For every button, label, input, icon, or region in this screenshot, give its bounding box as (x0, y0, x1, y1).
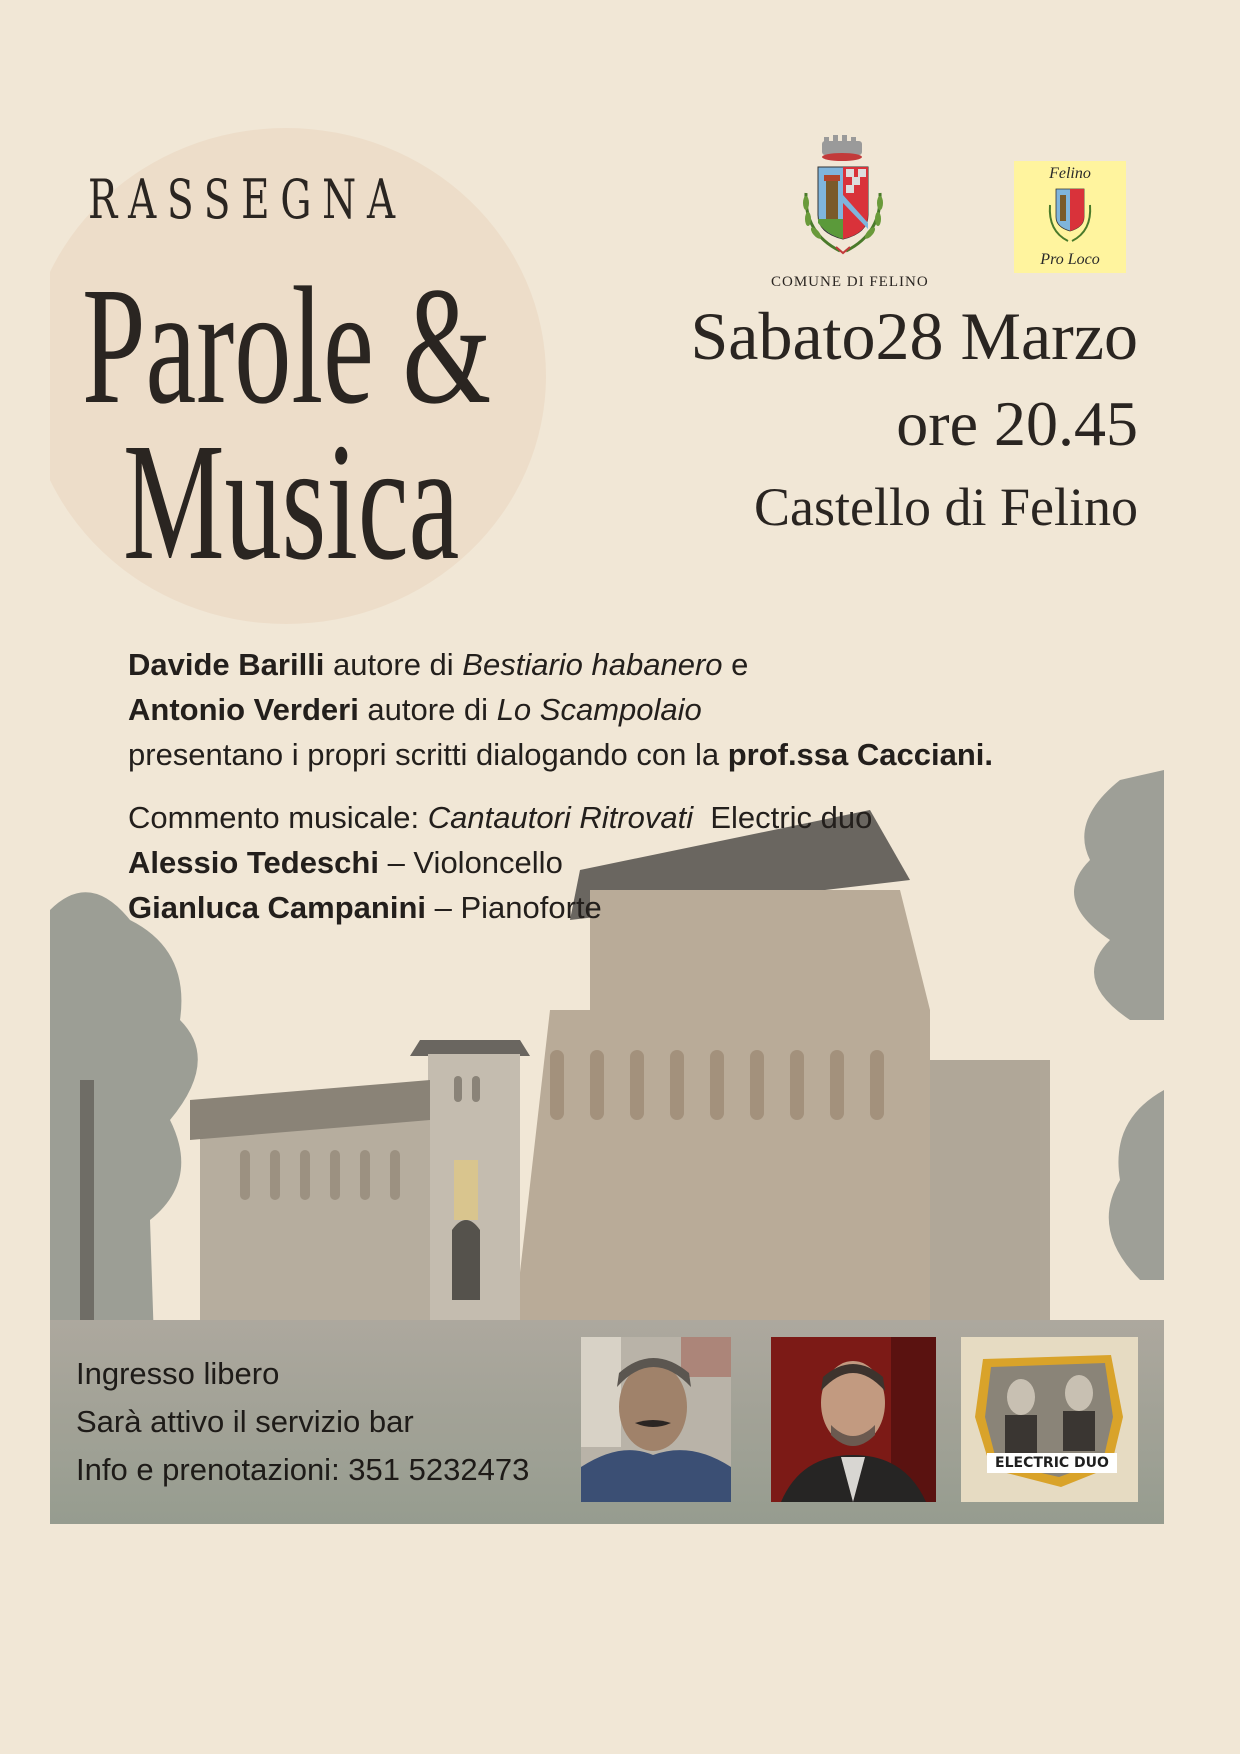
series-label: RASSEGNA (88, 168, 406, 231)
coat-of-arms-icon (770, 133, 910, 273)
music-project-title: Cantautori Ritrovati (427, 800, 694, 835)
performer-role: – Violoncello (378, 845, 563, 880)
event-date: Sabato28 Marzo (690, 298, 1138, 374)
comune-logo (770, 133, 910, 293)
performer-1 (128, 840, 1128, 885)
speaker-name: Antonio Verderi (128, 692, 359, 727)
proloco-logo (1014, 161, 1126, 273)
portrait-davide-barilli (581, 1337, 731, 1502)
event-time: ore 20.45 (896, 388, 1138, 459)
info-booking: Info e prenotazioni: 351 5232473 (76, 1452, 530, 1487)
book-title: Bestiario habanero (462, 647, 723, 682)
music-commentary: Commento musicale: Cantautori Ritrovati Electric duo (128, 800, 873, 835)
portrait-antonio-verderi (771, 1337, 936, 1502)
performer-name: Alessio Tedeschi (128, 845, 379, 880)
info-entry: Ingresso libero (76, 1356, 280, 1391)
book-title: Lo Scampolaio (496, 692, 702, 727)
title-line-1: Parole & (82, 253, 492, 439)
performer-2 (128, 885, 1128, 930)
comune-label: COMUNE DI FELINO (771, 274, 929, 290)
title-line-2: Musica (123, 409, 460, 595)
practical-info (76, 1350, 529, 1494)
description-line-3: presentano i propri scritti dialogando con la prof.ssa Cacciani. (128, 737, 994, 772)
description-line-2: Antonio Verderi autore di Lo Scampolaio (128, 692, 702, 727)
moderator-name: prof.ssa Cacciani. (727, 737, 994, 772)
description-line-1: Davide Barilli autore di Bestiario habanero e (128, 647, 749, 682)
speaker-name: Davide Barilli (128, 647, 325, 682)
performer-name: Gianluca Campanini (128, 890, 427, 925)
event-description (128, 642, 1128, 930)
event-place: Castello di Felino (754, 477, 1138, 537)
proloco-top-text: Felino (1049, 165, 1091, 182)
electric-duo-label: ELECTRIC DUO (987, 1453, 1117, 1473)
proloco-bottom-text: Pro Loco (1040, 251, 1100, 268)
performer-role: – Pianoforte (426, 890, 602, 925)
electric-duo-logo (961, 1337, 1138, 1502)
info-bar: Sarà attivo il servizio bar (76, 1404, 414, 1439)
